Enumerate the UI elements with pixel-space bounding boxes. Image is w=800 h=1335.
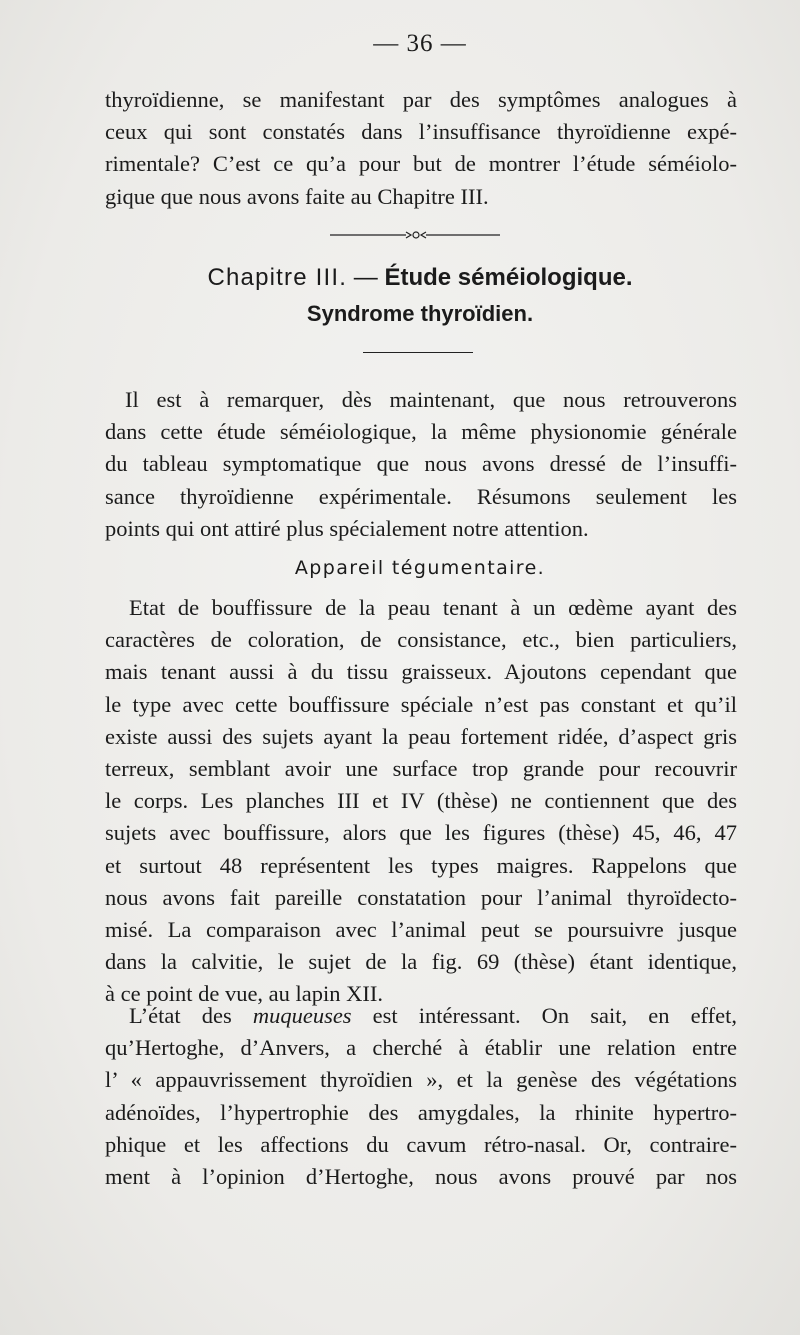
text-line: à ce point de vue, au lapin XII.: [105, 981, 384, 1007]
text-line: phique et les affections du cavum rétro-nasal. Or, contraire-: [105, 1131, 737, 1157]
text-line: le type avec cette bouffissure spéciale n’est pas constant et qu’il: [105, 691, 737, 717]
text-line: Il est à remarquer, dès maintenant, que nous retrouverons: [125, 387, 737, 412]
text-line: existe aussi des sujets ayant la peau fortement ridée, d’aspect gris: [105, 723, 737, 749]
text-line: l’ « appauvrissement thyroïdien », et la genèse des végétations: [105, 1067, 737, 1093]
text-line: qu’Hertoghe, d’Anvers, a cherché à établir une relation entre: [105, 1035, 737, 1061]
text-line: Etat de bouffissure de la peau tenant à un œdème ayant des: [129, 595, 737, 620]
ornament-divider: [330, 230, 500, 240]
first-paragraph: [105, 384, 737, 545]
text-line: ceux qui sont constatés dans l’insuffisance thyroïdienne expé-: [105, 119, 737, 145]
tegument-paragraph: [105, 592, 737, 1011]
chapter-label: Chapitre III.: [207, 264, 348, 291]
text-line: misé. La comparaison avec l’animal peut se poursuivre jusque: [105, 917, 737, 943]
text-line: et surtout 48 représentent les types maigres. Rappelons que: [105, 852, 737, 878]
text-line: thyroïdienne, se manifestant par des symptômes analogues à: [105, 87, 737, 112]
chapter-title: [0, 258, 800, 298]
text-line: [105, 1000, 737, 1032]
text-line: dans la calvitie, le sujet de la fig. 69 (thèse) étant identique,: [105, 949, 737, 975]
text-line: adénoïdes, l’hypertrophie des amygdales, la rhinite hypertro-: [105, 1099, 737, 1125]
section-heading: Appareil tégumentaire.: [294, 557, 546, 579]
text-line: terreux, semblant avoir une surface trop grande pour recouvrir: [105, 756, 737, 782]
text-run: est intéressant. On sait, en effet,: [351, 1003, 737, 1028]
text-line: du tableau symptomatique que nous avons dressé de l’insuffi-: [105, 451, 737, 477]
text-line: nous avons fait pareille constatation pour l’animal thyroïdecto-: [105, 884, 737, 910]
page-number: — 36 —: [373, 30, 467, 57]
chapter-dash: —: [347, 264, 385, 291]
mucous-paragraph: [105, 1000, 737, 1193]
text-line: sance thyroïdienne expérimentale. Résumons seulement les: [105, 483, 737, 509]
text-line: points qui ont attiré plus spécialement notre attention.: [105, 515, 589, 541]
chapter-subtitle: Syndrome thyroïdien.: [306, 301, 534, 326]
text-line: mais tenant aussi à du tissu graisseux. Ajoutons cependant que: [105, 659, 737, 685]
text-line: gique que nous avons faite au Chapitre III.: [105, 183, 489, 209]
text-line: caractères de coloration, de consistance, etc., bien particuliers,: [105, 627, 737, 653]
text-line: sujets avec bouffissure, alors que les figures (thèse) 45, 46, 47: [105, 820, 737, 846]
text-line: dans cette étude séméiologique, la même physionomie générale: [105, 419, 737, 445]
horizontal-rule: [363, 352, 473, 353]
text-line: rimentale? C’est ce qu’a pour but de montrer l’étude séméiolo-: [105, 151, 737, 177]
italic-term: muqueuses: [252, 1003, 352, 1028]
chapter-name: Étude séméiologique.: [384, 264, 633, 291]
text-line: ment à l’opinion d’Hertoghe, nous avons prouvé par nos: [105, 1164, 737, 1190]
text-line: le corps. Les planches III et IV (thèse) ne contiennent que des: [105, 788, 737, 814]
text-run: L’état des: [129, 1003, 253, 1028]
intro-paragraph: [105, 84, 737, 213]
